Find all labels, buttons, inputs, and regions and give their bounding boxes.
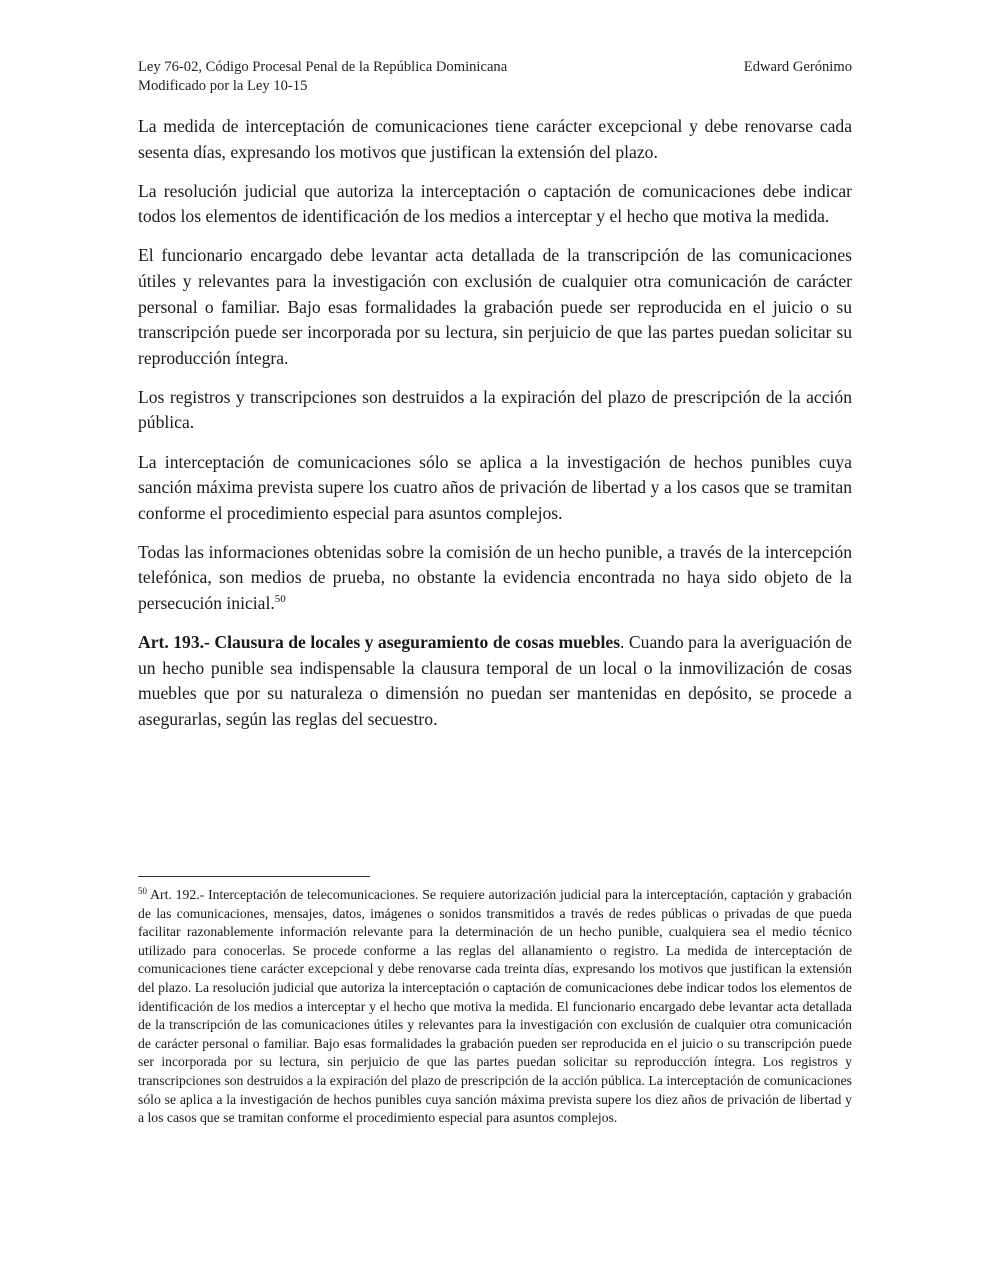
- footnote-text: Art. 192.- Interceptación de telecomunicaciones. Se requiere autorización judicial para la interceptación, captación y grabación de las comunicaciones, mensajes, datos, imágenes o sonidos transmitidos a través de redes públicas o privadas de que pueda facilitar razonablemente información relevante para la determinación de un hecho punible, cualquiera sea el medio técnico utilizado para conocerlas. Se procede conforme a las reglas del allanamiento o registro. La medida de interceptación de comunicaciones tiene carácter excepcional y debe renovarse cada treinta días, expresando los motivos que justifican la extensión del plazo. La resolución judicial que autoriza la interceptación o captación de comunicaciones debe indicar todos los elementos de identificación de los medios a interceptar y el hecho que motiva la medida. El funcionario encargado debe levantar acta detallada de la transcripción de las comunicaciones útiles y relevantes para la investigación con exclusión de cualquier otra comunicación de carácter personal o familiar. Bajo esas formalidades la grabación pueden ser reproducida en el juicio o su transcripción puede ser incorporada por su lectura, sin perjuicio de que las partes puedan solicitar su reproducción íntegra. Los registros y transcripciones son destruidos a la expiración del plazo de prescripción de la acción pública. La interceptación de comunicaciones sólo se aplica a la investigación de hechos punibles cuya sanción máxima prevista supere los diez años de privación de libertad y a los casos que se tramitan conforme el procedimiento especial para asuntos complejos.: [138, 887, 852, 1126]
- paragraph-text: Todas las informaciones obtenidas sobre la comisión de un hecho punible, a través de la intercepción telefónica, son medios de prueba, no obstante la evidencia encontrada no haya sido objeto de la persecución inicial.: [138, 541, 852, 613]
- page-header: [138, 58, 852, 95]
- footnote-number: 50: [138, 886, 147, 896]
- paragraph: La medida de interceptación de comunicaciones tiene carácter excepcional y debe renovarse cada sesenta días, expresando los motivos que justifican la extensión del plazo.: [138, 116, 852, 162]
- article-text: . Cuando para la averiguación de un hecho punible sea indispensable la clausura temporal de un local o la inmovilización de cosas muebles que por su naturaleza o dimensión no puedan ser mantenidas en depósito, se procede a asegurarlas, según las reglas del secuestro.: [138, 632, 852, 729]
- document-body: [138, 114, 852, 746]
- header-title: [138, 58, 507, 95]
- article-193: [138, 630, 852, 732]
- article-heading: Art. 193.- Clausura de locales y aseguramiento de cosas muebles: [138, 632, 621, 653]
- header-author: Edward Gerónimo: [743, 59, 852, 75]
- header-title-line-1: Ley 76-02, Código Procesal Penal de la República Dominicana: [138, 59, 508, 75]
- footnote-separator: [138, 876, 370, 877]
- paragraph: El funcionario encargado debe levantar acta detallada de la transcripción de las comunicaciones útiles y relevantes para la investigación con exclusión de cualquier otra comunicación de carácter personal o familiar. Bajo esas formalidades la grabación puede ser reproducida en el juicio o su transcripción puede ser incorporada por su lectura, sin perjuicio de que las partes puedan solicitar su reproducción íntegra.: [138, 245, 852, 368]
- header-title-line-2: Modificado por la Ley 10-15: [138, 77, 308, 94]
- paragraph: La resolución judicial que autoriza la interceptación o captación de comunicaciones debe indicar todos los elementos de identificación de los medios a interceptar y el hecho que motiva la medida.: [138, 180, 852, 227]
- paragraph: La interceptación de comunicaciones sólo se aplica a la investigación de hechos punibles cuya sanción máxima prevista supere los cuatro años de privación de libertad y a los casos que se tramitan conforme el procedimiento especial para asuntos complejos.: [138, 451, 852, 523]
- paragraph-with-footnote: [138, 540, 852, 617]
- footnote-reference[interactable]: 50: [274, 593, 286, 605]
- footnote: [138, 886, 852, 1128]
- paragraph: Los registros y transcripciones son destruidos a la expiración del plazo de prescripción de la acción pública.: [138, 386, 852, 433]
